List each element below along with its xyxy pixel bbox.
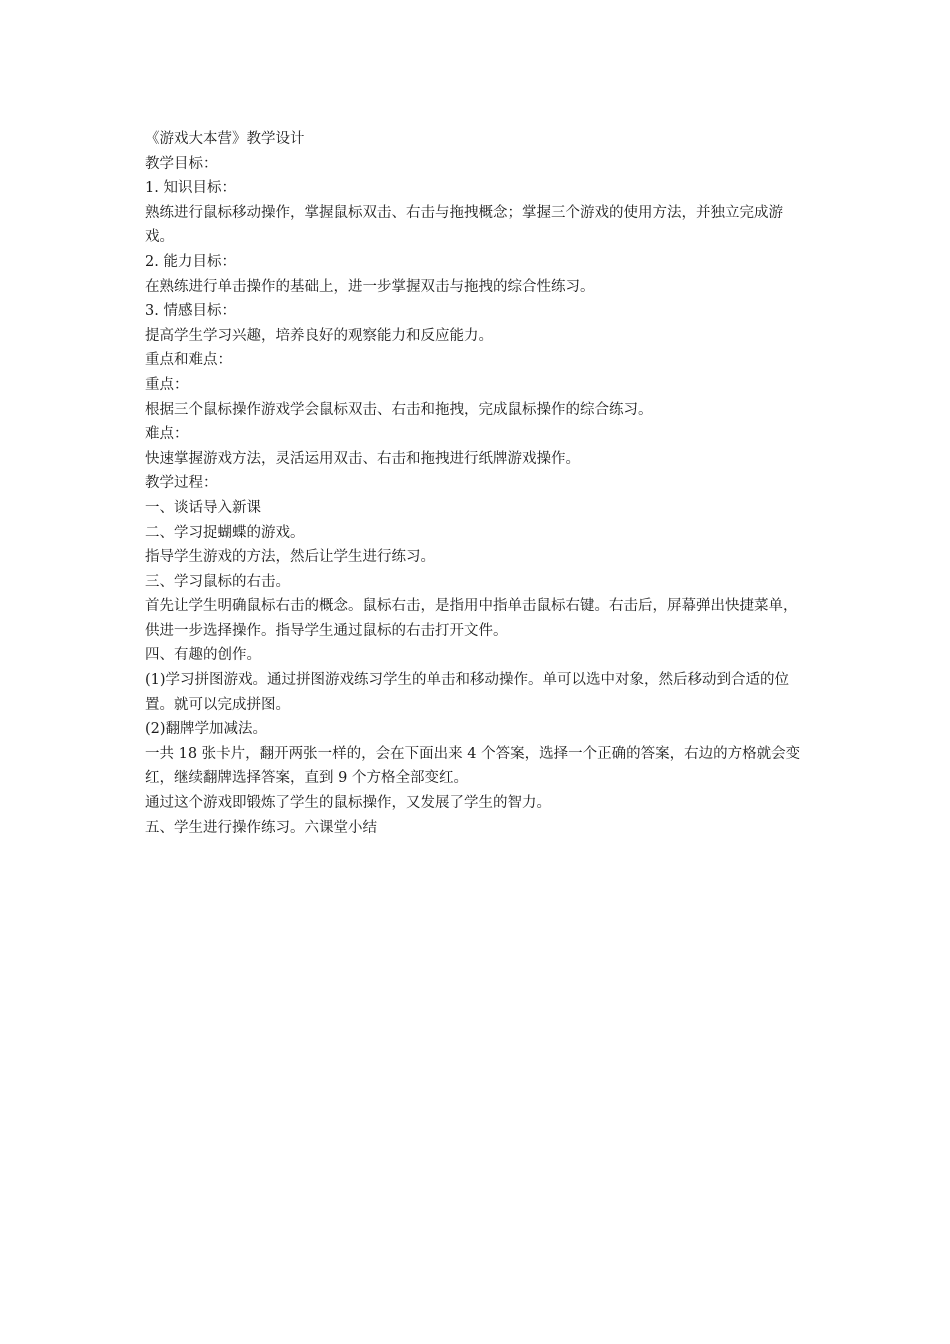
paragraph-emotion-goal: 提高学生学习兴趣，培养良好的观察能力和反应能力。 bbox=[145, 327, 493, 344]
document-body bbox=[145, 127, 810, 840]
document-title: 《游戏大本营》教学设计 bbox=[145, 131, 305, 147]
paragraph-key-point: 根据三个鼠标操作游戏学会鼠标双击、右击和拖拽，完成鼠标操作的综合练习。 bbox=[145, 401, 653, 418]
heading-key-point: 重点： bbox=[145, 376, 189, 393]
paragraph-puzzle-game: (1)学习拼图游戏。通过拼图游戏练习学生的单击和移动操作。单可以选中对象，然后移动到合适的位置。就可以完成拼图。 bbox=[145, 672, 790, 713]
paragraph-knowledge-goal: 熟练进行鼠标移动操作，掌握鼠标双击、右击与拖拽概念；掌握三个游戏的使用方法，并独立完成游戏。 bbox=[145, 204, 783, 246]
paragraph-ability-goal: 在熟练进行单击操作的基础上，进一步掌握双击与拖拽的综合性练习。 bbox=[145, 278, 595, 295]
paragraph-card-game: 一共 18 张卡片，翻开两张一样的，会在下面出来 4 个答案，选择一个正确的答案，右边的方格就会变红，继续翻牌选择答案，直到 9 个方格全部变红。 bbox=[145, 745, 801, 787]
paragraph-card-game-title: (2)翻牌学加减法。 bbox=[145, 721, 268, 738]
paragraph-step-3: 首先让学生明确鼠标右击的概念。鼠标右击，是指用中指单击鼠标右键。右击后，屏幕弹出快捷菜单，供进一步选择操作。指导学生通过鼠标的右击打开文件。 bbox=[145, 598, 798, 639]
step-4: 四、有趣的创作。 bbox=[145, 647, 261, 664]
heading-ability-goal: 2. 能力目标： bbox=[145, 253, 236, 270]
step-1: 一、谈话导入新课 bbox=[145, 499, 261, 516]
heading-difficult-point: 难点： bbox=[145, 426, 189, 443]
heading-key-and-difficult: 重点和难点： bbox=[145, 352, 232, 369]
paragraph-difficult-point: 快速掌握游戏方法，灵活运用双击、右击和拖拽进行纸牌游戏操作。 bbox=[145, 450, 580, 467]
heading-teaching-process: 教学过程： bbox=[145, 475, 218, 492]
step-3: 三、学习鼠标的右击。 bbox=[145, 573, 290, 590]
paragraph-step-2: 指导学生游戏的方法，然后让学生进行练习。 bbox=[145, 549, 435, 566]
step-5-6: 五、学生进行操作练习。六课堂小结 bbox=[145, 819, 377, 836]
heading-knowledge-goal: 1. 知识目标： bbox=[145, 180, 236, 197]
heading-teaching-goals: 教学目标： bbox=[145, 155, 218, 172]
heading-emotion-goal: 3. 情感目标： bbox=[145, 303, 236, 320]
step-2: 二、学习捉蝴蝶的游戏。 bbox=[145, 524, 305, 541]
paragraph-game-benefit: 通过这个游戏即锻炼了学生的鼠标操作，又发展了学生的智力。 bbox=[145, 795, 551, 812]
